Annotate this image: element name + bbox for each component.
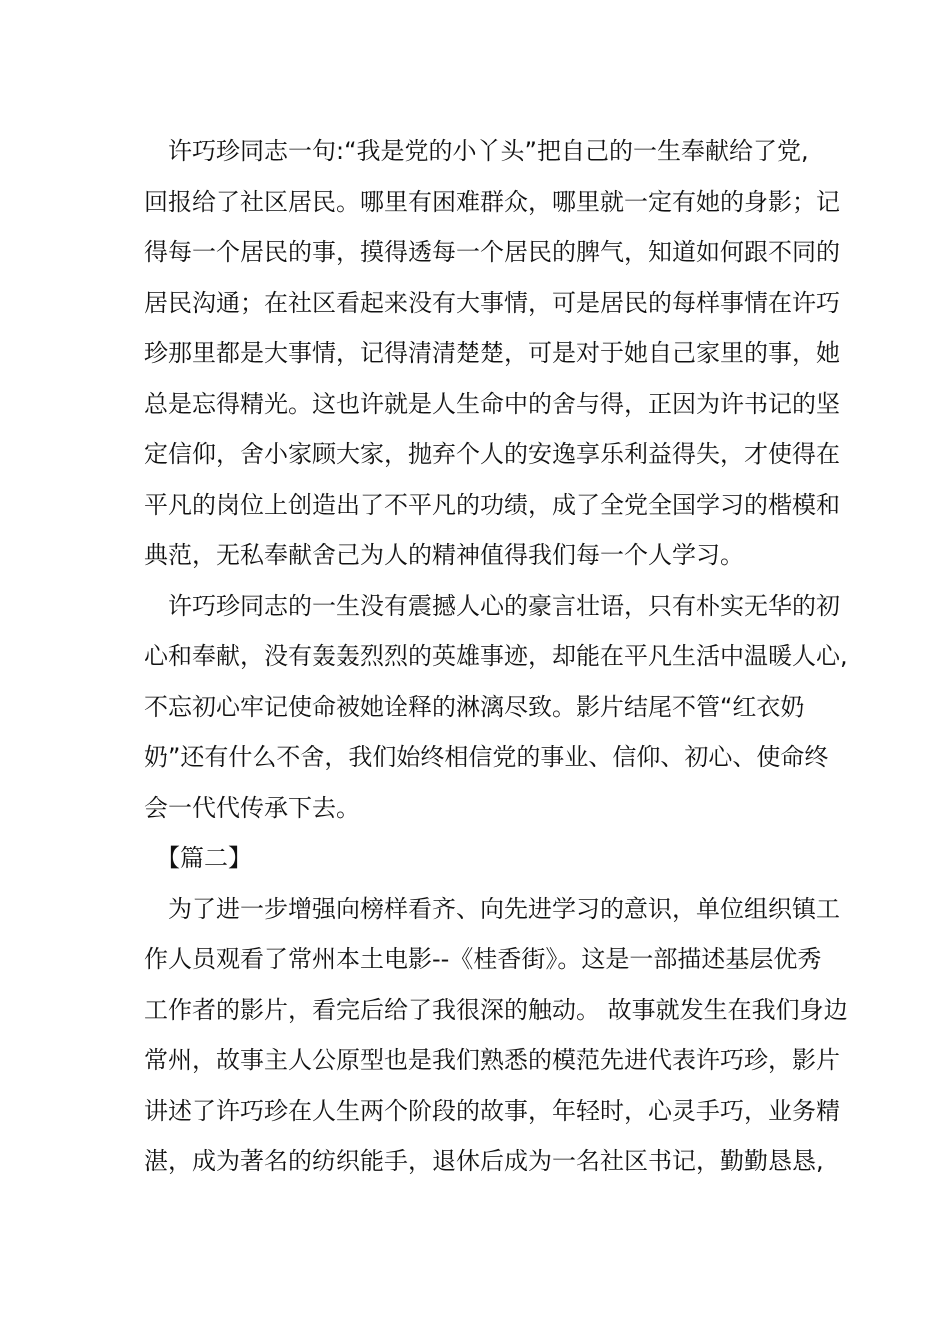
paragraph-1 — [144, 126, 840, 581]
paragraph-2 — [144, 581, 848, 834]
text-line: 会一代代传承下去。 — [144, 793, 360, 822]
text-line: 典范，无私奉献舍己为人的精神值得我们每一个人学习。 — [144, 541, 744, 569]
document-body — [144, 126, 848, 1187]
text-line: 平凡的岗位上创造出了不平凡的功绩，成了全党全国学习的楷模和 — [144, 490, 840, 519]
text-line: 奶”还有什么不舍，我们始终相信党的事业、信仰、初心、使命终 — [144, 743, 829, 771]
section-heading — [144, 833, 800, 884]
text-line: 定信仰，舍小家顾大家，抛弃个人的安逸享乐利益得失，才使得在 — [144, 440, 840, 468]
text-line: 讲述了许巧珍在人生两个阶段的故事，年轻时，心灵手巧，业务精 — [144, 1096, 840, 1125]
text-line: 湛，成为著名的纺织能手，退休后成为一名社区书记，勤勤恳恳, — [144, 1147, 824, 1175]
paragraph-3 — [144, 884, 848, 1187]
text-line: 工作者的影片，看完后给了我很深的触动。 故事就发生在我们身边 — [144, 995, 848, 1024]
text-line: 作人员观看了常州本土电影--《桂香街》。这是一部描述基层优秀 — [144, 945, 822, 973]
text-line: 不忘初心牢记使命被她诠释的淋漓尽致。影片结尾不管“红衣奶 — [144, 692, 805, 721]
section-heading-text: 【篇二】 — [144, 844, 252, 872]
text-line: 心和奉献，没有轰轰烈烈的英雄事迹，却能在平凡生活中温暖人心, — [144, 642, 848, 670]
text-line: 珍那里都是大事情，记得清清楚楚，可是对于她自己家里的事，她 — [144, 339, 840, 367]
text-line: 为了进一步增强向榜样看齐、向先进学习的意识，单位组织镇工 — [144, 894, 840, 923]
text-line: 总是忘得精光。这也许就是人生命中的舍与得，正因为许书记的坚 — [144, 389, 840, 418]
text-line: 许巧珍同志的一生没有震撼人心的豪言壮语，只有朴实无华的初 — [144, 591, 840, 620]
text-line: 居民沟通；在社区看起来没有大事情，可是居民的每样事情在许巧 — [144, 288, 840, 317]
text-line: 常州，故事主人公原型也是我们熟悉的模范先进代表许巧珍，影片 — [144, 1046, 840, 1074]
text-line: 得每一个居民的事，摸得透每一个居民的脾气，知道如何跟不同的 — [144, 238, 840, 266]
text-line: 许巧珍同志一句:“我是党的小丫头”把自己的一生奉献给了党, — [144, 137, 809, 165]
text-line: 回报给了社区居民。哪里有困难群众，哪里就一定有她的身影；记 — [144, 187, 840, 216]
